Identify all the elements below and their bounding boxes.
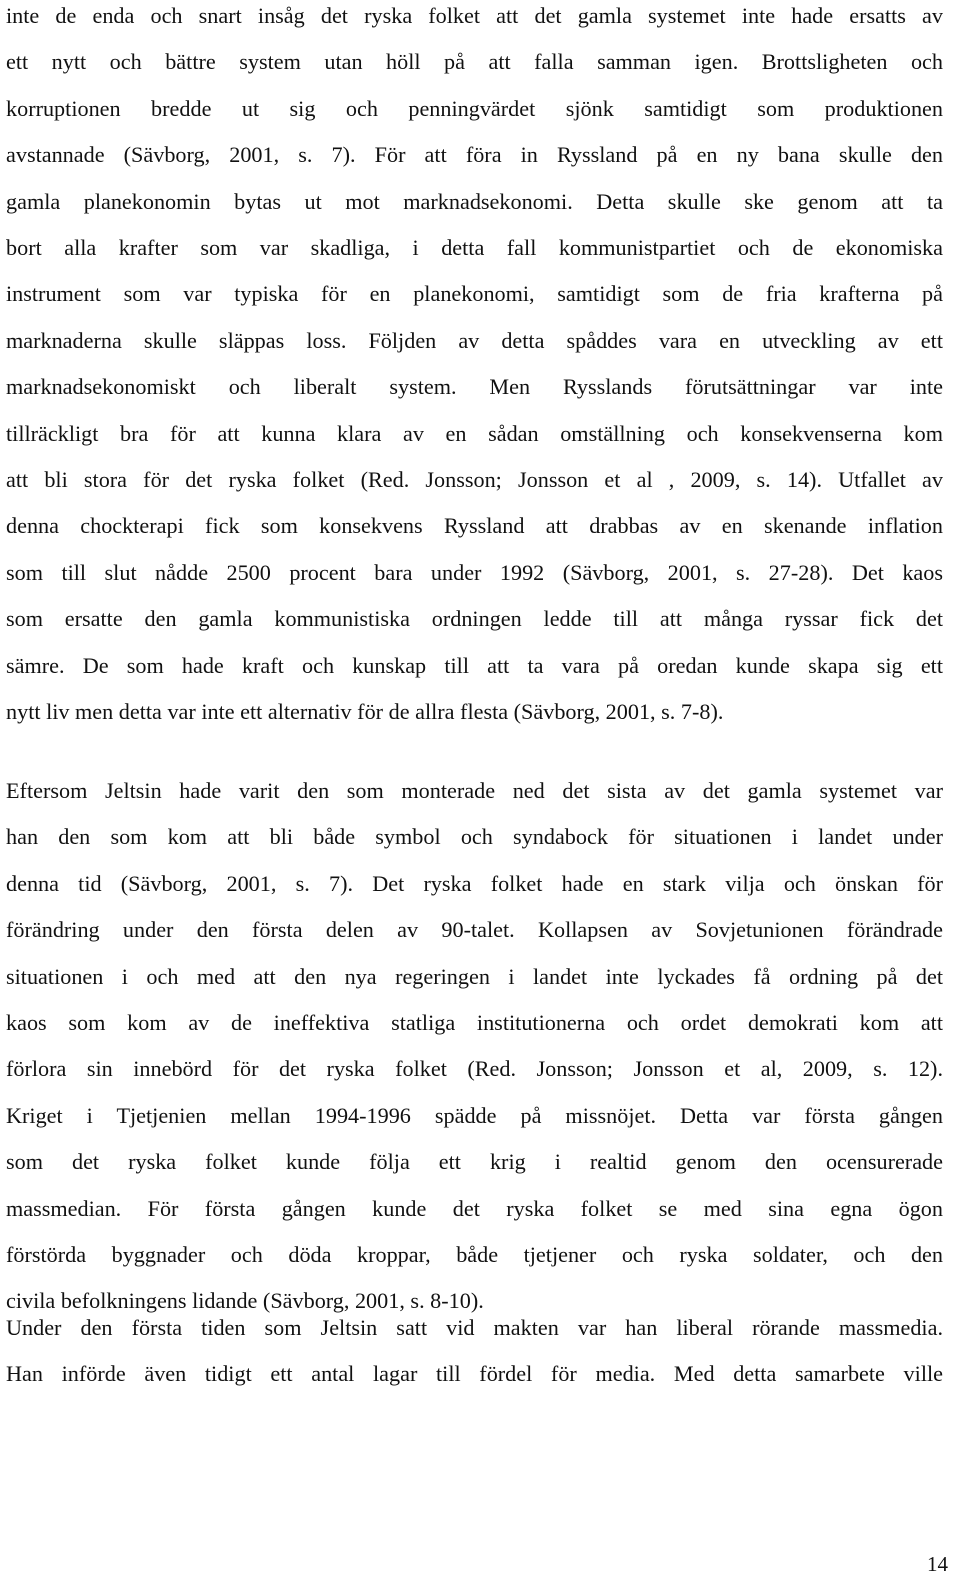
text-line: kaos som kom av de ineffektiva statliga institutionerna och ordet demokrati kom att bbox=[6, 1010, 943, 1036]
text-line: korruptionen bredde ut sig och penningvärdet sjönk samtidigt som produktionen bbox=[6, 95, 943, 121]
text-line: som till slut nådde 2500 procent bara under 1992 (Sävborg, 2001, s. 27-28). Det kaos bbox=[6, 559, 943, 585]
text-line: förändring under den första delen av 90-talet. Kollapsen av Sovjetunionen förändrade bbox=[6, 917, 943, 943]
paragraph-2 bbox=[6, 768, 943, 1325]
text-line: att bli stora för det ryska folket (Red. Jonsson; Jonsson et al , 2009, s. 14). Utfallet av bbox=[6, 467, 943, 493]
text-line: Under den första tiden som Jeltsin satt vid makten var han liberal rörande massmedia. bbox=[6, 1315, 943, 1340]
page-number: 14 bbox=[927, 1552, 948, 1576]
paragraph-1 bbox=[6, 0, 943, 736]
text-line: marknaderna skulle släppas loss. Följden av detta spåddes vara en utveckling av ett bbox=[6, 327, 943, 353]
text-line: massmedian. För första gången kunde det ryska folket se med sina egna ögon bbox=[6, 1195, 943, 1221]
text-line: som ersatte den gamla kommunistiska ordningen ledde till att många ryssar fick det bbox=[6, 606, 943, 632]
text-line: förstörda byggnader och döda kroppar, både tjetjener och ryska soldater, och den bbox=[6, 1242, 943, 1268]
text-line: som det ryska folket kunde följa ett krig i realtid genom den ocensurerade bbox=[6, 1149, 943, 1175]
text-line: bort alla krafter som var skadliga, i detta fall kommunistpartiet och de ekonomiska bbox=[6, 235, 943, 261]
text-line: Han införde även tidigt ett antal lagar till fördel för media. Med detta samarbete ville bbox=[6, 1361, 943, 1387]
text-line: tillräckligt bra för att kunna klara av en sådan omställning och konsekvenserna kom bbox=[6, 420, 943, 446]
text-line: marknadsekonomiskt och liberalt system. Men Rysslands förutsättningar var inte bbox=[6, 374, 943, 400]
text-line: han den som kom att bli både symbol och syndabock för situationen i landet under bbox=[6, 824, 943, 850]
text-line: Kriget i Tjetjenien mellan 1994-1996 spädde på missnöjet. Detta var första gången bbox=[6, 1102, 943, 1128]
text-line: instrument som var typiska för en planekonomi, samtidigt som de fria krafterna på bbox=[6, 281, 943, 307]
text-line: inte de enda och snart insåg det ryska folket att det gamla systemet inte hade ersatts av bbox=[6, 3, 943, 28]
text-line: situationen i och med att den nya regeringen i landet inte lyckades få ordning på det bbox=[6, 963, 943, 989]
text-line: ett nytt och bättre system utan höll på att falla samman igen. Brottsligheten och bbox=[6, 49, 943, 75]
text-line: förlora sin innebörd för det ryska folket (Red. Jonsson; Jonsson et al, 2009, s. 12). bbox=[6, 1056, 943, 1082]
text-line: sämre. De som hade kraft och kunskap till att ta vara på oredan kunde skapa sig ett bbox=[6, 652, 943, 678]
text-line: nytt liv men detta var inte ett alternativ för de allra flesta (Sävborg, 2001, s. 7-8). bbox=[6, 699, 724, 725]
text-line: Eftersom Jeltsin hade varit den som monterade ned det sista av det gamla systemet var bbox=[6, 778, 943, 803]
text-line: denna chockterapi fick som konsekvens Ryssland att drabbas av en skenande inflation bbox=[6, 513, 943, 539]
text-line: avstannade (Sävborg, 2001, s. 7). För att föra in Ryssland på en ny bana skulle den bbox=[6, 142, 943, 168]
text-line: civila befolkningens lidande (Sävborg, 2001, s. 8-10). bbox=[6, 1288, 484, 1314]
paragraph-3 bbox=[6, 1305, 943, 1398]
text-line: gamla planekonomin bytas ut mot marknadsekonomi. Detta skulle ske genom att ta bbox=[6, 188, 943, 214]
text-line: denna tid (Sävborg, 2001, s. 7). Det ryska folket hade en stark vilja och önskan för bbox=[6, 870, 943, 896]
